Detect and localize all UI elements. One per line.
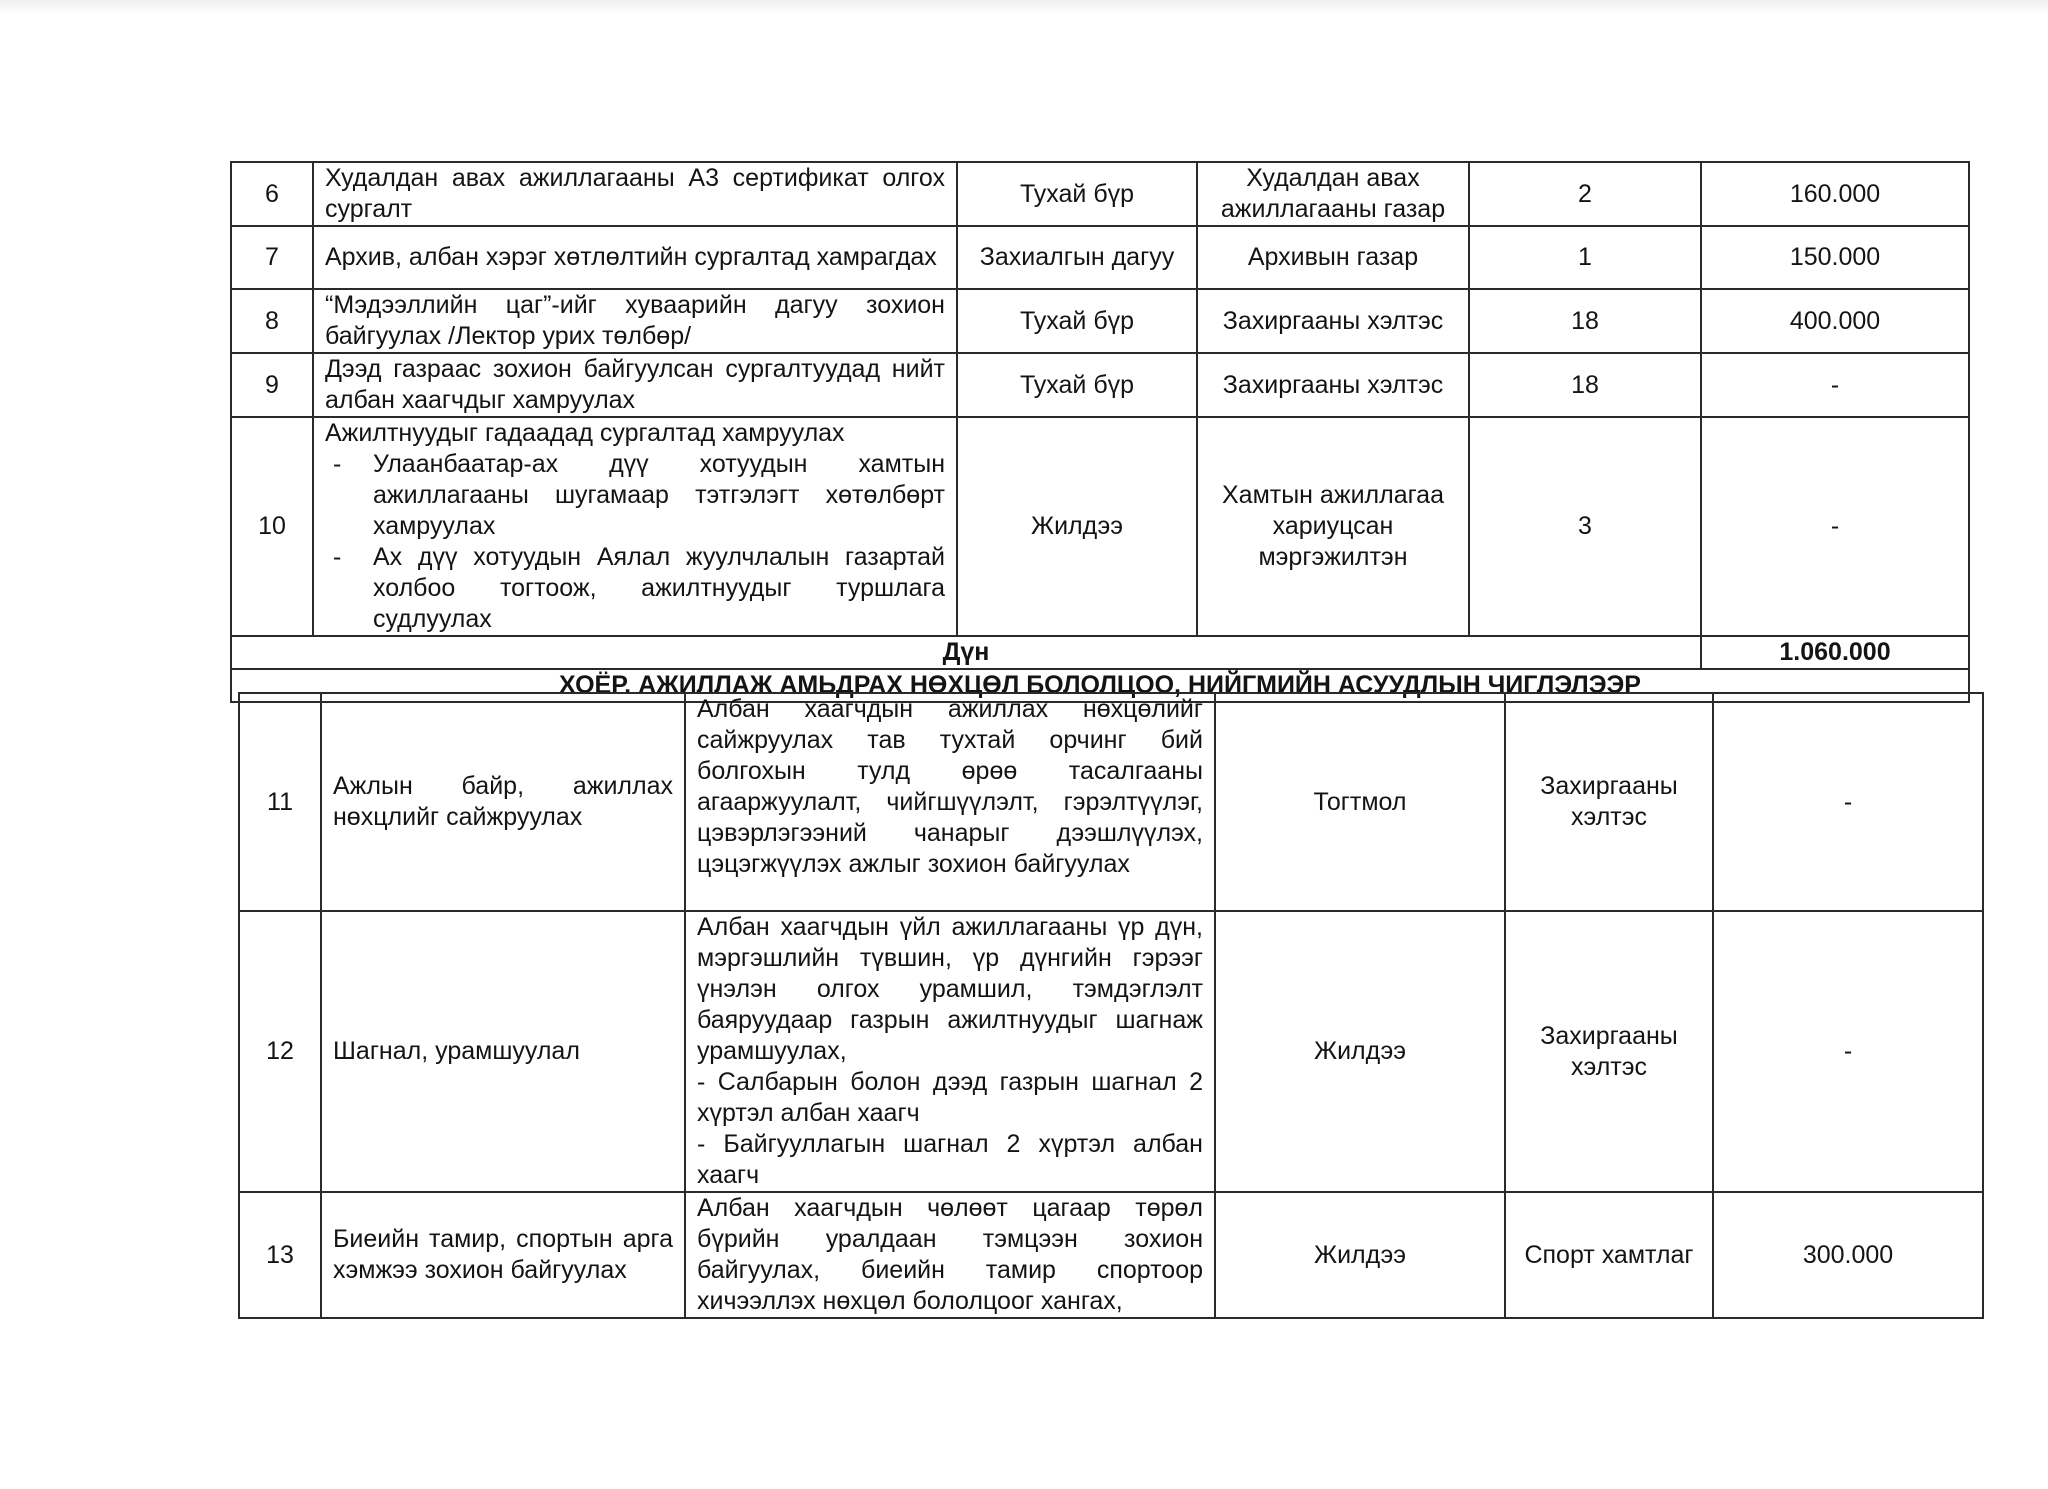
count-cell: 3 bbox=[1469, 417, 1701, 636]
budget-cell: 150.000 bbox=[1701, 226, 1969, 289]
row-number: 6 bbox=[231, 162, 313, 226]
responsible-cell: Архивын газар bbox=[1197, 226, 1469, 289]
responsible-cell: Захиргааны хэлтэс bbox=[1197, 353, 1469, 417]
count-cell: 2 bbox=[1469, 162, 1701, 226]
time-cell: Тухай бүр bbox=[957, 289, 1197, 353]
activity-cell: Дээд газраас зохион байгуулсан сургалтуудад нийт албан хаагчдыг хамруулах bbox=[313, 353, 957, 417]
activity-intro: Ажилтнуудыг гадаадад сургалтад хамруулах bbox=[325, 419, 845, 447]
responsible-cell: Хамтын ажиллагаа хариуцсан мэргэжилтэн bbox=[1197, 417, 1469, 636]
table-row bbox=[231, 162, 1969, 226]
activity-line: - Байгууллагын шагнал 2 хүртэл албан хаагч bbox=[697, 1130, 1203, 1189]
table-row bbox=[231, 289, 1969, 353]
time-cell: Тухай бүр bbox=[957, 162, 1197, 226]
budget-cell: - bbox=[1701, 417, 1969, 636]
row-number: 8 bbox=[231, 289, 313, 353]
goal-cell: Шагнал, урамшуулал bbox=[321, 911, 685, 1192]
row-number: 10 bbox=[231, 417, 313, 636]
activity-cell: “Мэдээллийн цаг”-ийг хуваарийн дагуу зохион байгуулах /Лектор урих төлбөр/ bbox=[313, 289, 957, 353]
goal-cell: Ажлын байр, ажиллах нөхцлийг сайжруулах bbox=[321, 693, 685, 911]
activity-cell: Худалдан авах ажиллагааны А3 сертификат олгох сургалт bbox=[313, 162, 957, 226]
row-number: 7 bbox=[231, 226, 313, 289]
responsible-cell: Захиргааны хэлтэс bbox=[1505, 911, 1713, 1192]
count-cell: 18 bbox=[1469, 353, 1701, 417]
table-row bbox=[239, 1192, 1983, 1318]
time-cell: Тухай бүр bbox=[957, 353, 1197, 417]
table-row bbox=[231, 353, 1969, 417]
time-cell: Жилдээ bbox=[1215, 1192, 1505, 1318]
budget-cell: 400.000 bbox=[1701, 289, 1969, 353]
table-row bbox=[231, 226, 1969, 289]
responsible-cell: Спорт хамтлаг bbox=[1505, 1192, 1713, 1318]
responsible-cell: Захиргааны хэлтэс bbox=[1197, 289, 1469, 353]
count-cell: 18 bbox=[1469, 289, 1701, 353]
goal-cell: Биеийн тамир, спортын арга хэмжээ зохион байгуулах bbox=[321, 1192, 685, 1318]
activity-cell bbox=[313, 417, 957, 636]
conditions-table bbox=[238, 692, 1984, 1319]
budget-cell: 300.000 bbox=[1713, 1192, 1983, 1318]
scan-edge bbox=[0, 0, 2048, 14]
total-label: Дүн bbox=[231, 636, 1701, 669]
total-value: 1.060.000 bbox=[1701, 636, 1969, 669]
responsible-cell: Захиргааны хэлтэс bbox=[1505, 693, 1713, 911]
time-cell: Захиалгын дагуу bbox=[957, 226, 1197, 289]
responsible-cell: Худалдан авах ажиллагааны газар bbox=[1197, 162, 1469, 226]
activity-cell: Албан хаагчдын ажиллах нөхцөлийг сайжруулах тав тухтай орчинг бий болгохын тулд өрөө тасалгааны агааржуулалт, чийгшүүлэлт, гэрэлтүүлэг, цэвэрлэгээний чанарыг дээшлүүлэх, цэцэгжүүлэх ажлыг зохион байгуулах bbox=[685, 693, 1215, 911]
activity-line: - Салбарын болон дээд газрын шагнал 2 хүртэл албан хаагч bbox=[697, 1068, 1203, 1127]
total-row bbox=[231, 636, 1969, 669]
budget-cell: - bbox=[1701, 353, 1969, 417]
activity-sublist bbox=[325, 449, 945, 635]
activity-cell: Архив, албан хэрэг хөтлөлтийн сургалтад хамрагдах bbox=[313, 226, 957, 289]
training-table bbox=[230, 161, 1970, 703]
row-number: 13 bbox=[239, 1192, 321, 1318]
budget-cell: 160.000 bbox=[1701, 162, 1969, 226]
count-cell: 1 bbox=[1469, 226, 1701, 289]
budget-cell: - bbox=[1713, 693, 1983, 911]
list-item: - Ах дүү хотуудын Аялал жуулчлалын газартай холбоо тогтоож, ажилтнуудыг туршлага судлуулах bbox=[373, 542, 945, 635]
time-cell: Жилдээ bbox=[957, 417, 1197, 636]
time-cell: Жилдээ bbox=[1215, 911, 1505, 1192]
budget-cell: - bbox=[1713, 911, 1983, 1192]
activity-cell bbox=[685, 911, 1215, 1192]
section-title: ХОЁР. АЖИЛЛАЖ АМЬДРАХ НӨХЦӨЛ БОЛОЛЦОО, НИЙГМИЙН АСУУДЛЫН ЧИГЛЭЛЭЭР bbox=[231, 669, 1969, 702]
row-number: 11 bbox=[239, 693, 321, 911]
list-item: - Улаанбаатар-ах дүү хотуудын хамтын ажиллагааны шугамаар тэтгэлэгт хөтөлбөрт хамруулах bbox=[373, 449, 945, 542]
row-number: 12 bbox=[239, 911, 321, 1192]
time-cell: Тогтмол bbox=[1215, 693, 1505, 911]
activity-text: Албан хаагчдын үйл ажиллагааны үр дүн, мэргэшлийн түвшин, үр дүнгийн гэрээг үнэлэн олгох урамшил, тэмдэглэлт баяруудаар газрын ажилтнуудыг шагнаж урамшуулах, bbox=[697, 913, 1203, 1065]
table-row bbox=[239, 911, 1983, 1192]
activity-cell: Албан хаагчдын чөлөөт цагаар төрөл бүрийн уралдаан тэмцээн зохион байгуулах, биеийн тамир спортоор хичээллэх нөхцөл бололцоог хангах, bbox=[685, 1192, 1215, 1318]
row-number: 9 bbox=[231, 353, 313, 417]
table-row bbox=[239, 693, 1983, 911]
table-row bbox=[231, 417, 1969, 636]
